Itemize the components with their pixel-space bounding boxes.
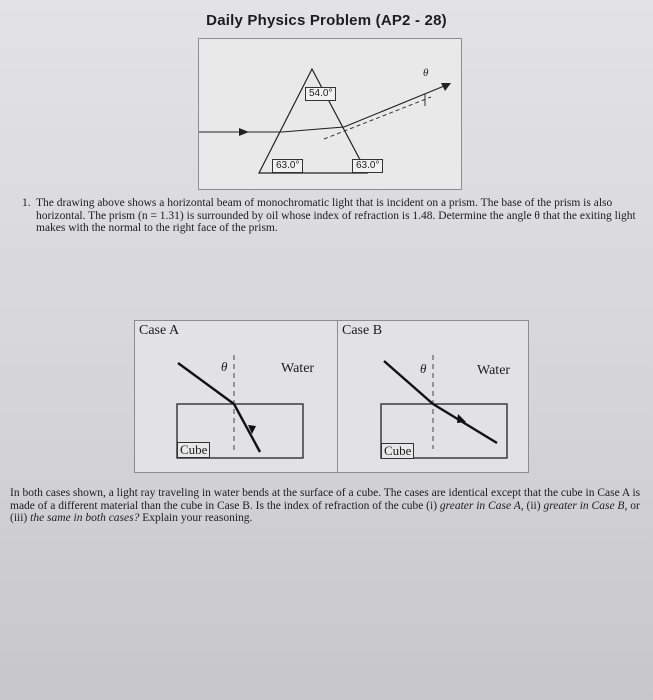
case-a-label: Case A	[139, 323, 180, 338]
problem-1-number: 1.	[22, 197, 31, 209]
case-b-figure	[337, 320, 529, 473]
normal-line	[324, 97, 431, 139]
case-b-theta-label: θ	[420, 361, 427, 376]
case-b-arrowhead	[457, 414, 466, 423]
prism-triangle	[259, 69, 367, 173]
option-ii-prefix: (ii)	[526, 499, 541, 512]
case-a-diagram	[135, 321, 337, 472]
case-a-cube-label: Cube	[177, 442, 210, 458]
case-b-refracted-ray	[433, 404, 497, 443]
option-iii-prefix: or (iii)	[10, 499, 640, 524]
internal-ray	[282, 127, 344, 132]
option-i: greater in Case A,	[439, 499, 524, 512]
case-b-diagram	[338, 321, 528, 472]
problem-2-text: In both cases shown, a light ray traveling in water bends at the surface of a cube. The cases are identical except that the cube in Case A is made of a different material than the cube in Case B. Is the index of refraction of the cube (i)	[10, 487, 641, 512]
option-iii: the same in both cases?	[30, 512, 140, 524]
case-b-cube-label: Cube	[381, 443, 414, 459]
case-b-water-label: Water	[477, 363, 511, 378]
case-a-refracted-ray	[234, 404, 260, 452]
case-a-figure	[134, 320, 338, 473]
left-base-angle-label: 63.0°	[272, 159, 303, 173]
problem-2	[10, 487, 646, 525]
case-a-theta-label: θ	[221, 359, 228, 374]
case-b-label: Case B	[342, 323, 383, 338]
incident-arrowhead	[239, 128, 249, 136]
problem-1-text: The drawing above shows a horizontal beam of monochromatic light that is incident on a prism. The base of the prism is also horizontal. The prism (n = 1.31) is surrounded by oil whose index of refraction is 1.48. Determine the angle θ that the exiting light makes with the normal to the right face of the prism.	[36, 197, 636, 234]
problem-1	[22, 197, 636, 235]
exiting-ray	[344, 84, 449, 127]
right-base-angle-label: 63.0°	[352, 159, 383, 173]
prism-diagram	[199, 39, 461, 189]
option-ii: greater in Case B,	[543, 499, 628, 512]
apex-angle-label: 54.0°	[305, 87, 336, 101]
case-a-water-label: Water	[281, 361, 315, 376]
page-title: Daily Physics Problem (AP2 - 28)	[206, 12, 447, 29]
prism-figure	[198, 38, 462, 190]
theta-label: θ	[423, 67, 429, 79]
problem-2-instruction: Explain your reasoning.	[142, 512, 253, 524]
